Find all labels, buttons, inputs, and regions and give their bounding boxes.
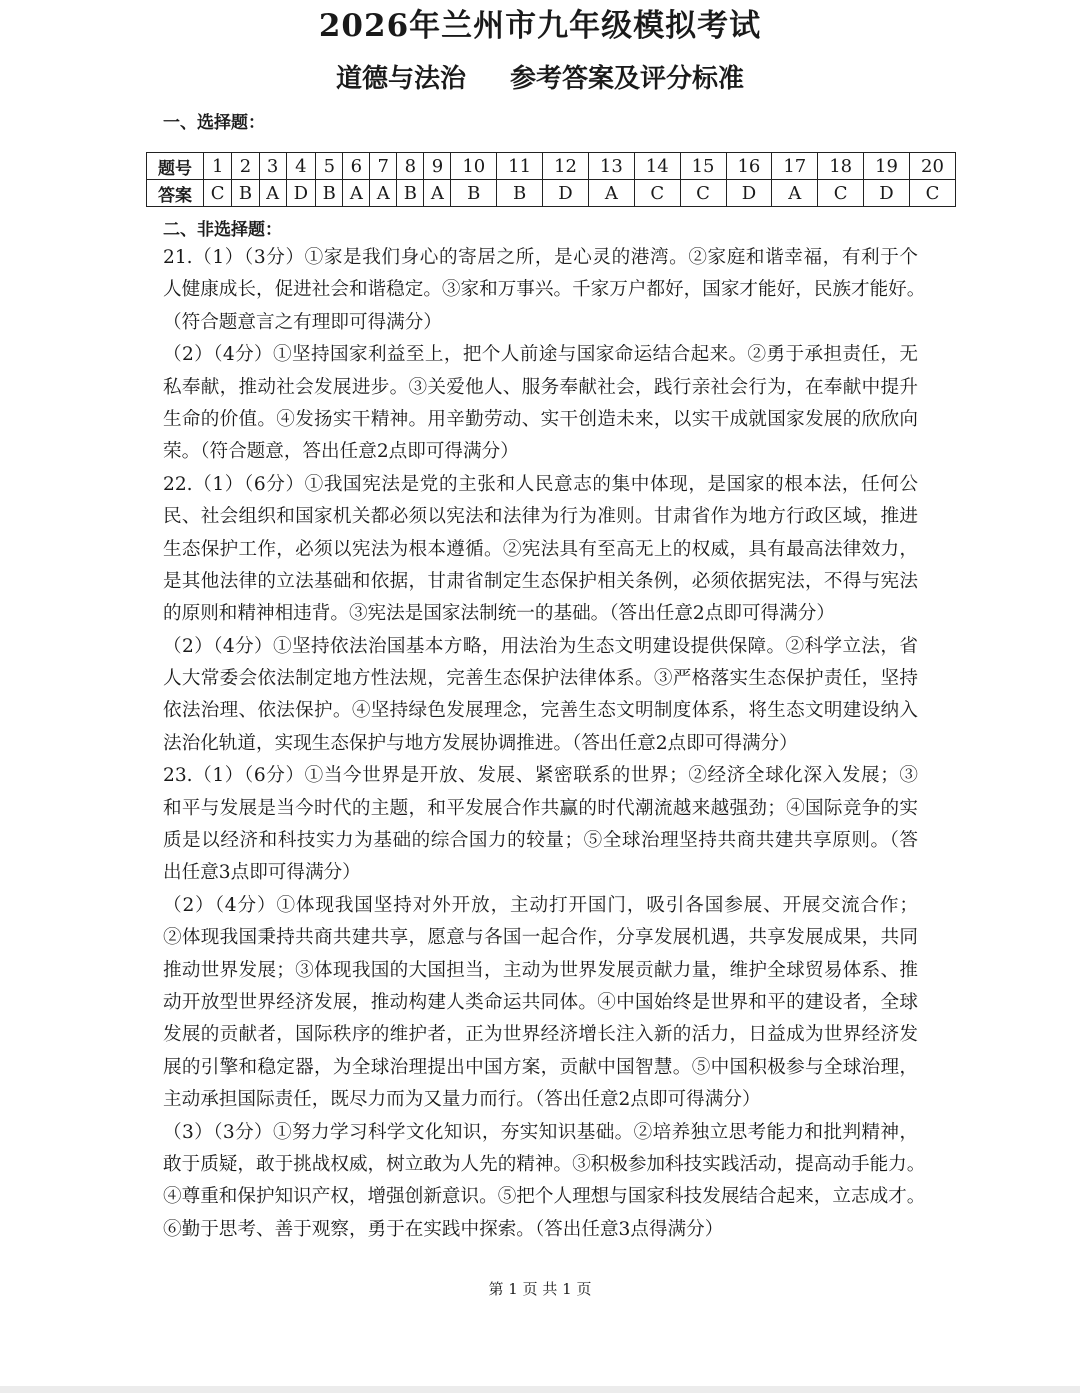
answer-line: （3）（3分）①努力学习科学文化知识，夯实知识基础。②培养独立思考能力和批判精神， [163, 1121, 918, 1143]
answer-line: 生命的价值。④发扬实干精神。用辛勤劳动、实干创造未来，以实干成就国家发展的欣欣向 [163, 408, 918, 430]
answer-cell: B [451, 180, 497, 207]
answer-line: 23.（1）（6分）①当今世界是开放、发展、紧密联系的世界；②经济全球化深入发展；③ [163, 765, 918, 787]
answer-line: 出任意3点即可得满分） [163, 862, 361, 884]
document-subtitle [0, 58, 1080, 95]
document-title: 2026年兰州市九年级模拟考试 [318, 8, 762, 44]
answer-row [147, 180, 956, 207]
answer-line: 的原则和精神相违背。③宪法是国家法制统一的基础。（答出任意2点即可得满分） [163, 603, 835, 625]
question-number-cell: 10 [451, 153, 497, 180]
question-number-cell: 15 [680, 153, 726, 180]
answer-line: （2）（4分）①坚持依法治国基本方略，用法治为生态文明建设提供保障。②科学立法，省 [163, 635, 918, 657]
question-number-cell: 17 [772, 153, 818, 180]
answer-line: 人健康成长，促进社会和谐稳定。③家和万事兴。千家万户都好，国家才能好，民族才能好。 [163, 279, 926, 301]
question-number-row [147, 153, 956, 180]
answer-line: 生态保护工作，必须以宪法为根本遵循。②宪法具有至高无上的权威，具有最高法律效力， [163, 538, 918, 560]
answer-line: 质是以经济和科技实力为基础的综合国力的较量；⑤全球治理坚持共商共建共享原则。（答 [163, 830, 918, 852]
answer-line: 敢于质疑，敢于挑战权威，树立敢为人先的精神。③积极参加科技实践活动，提高动手能力。 [163, 1153, 926, 1175]
answer-line: ④尊重和保护知识产权，增强创新意识。⑤把个人理想与国家科技发展结合起来，立志成才。 [163, 1186, 926, 1208]
answer-cell: D [286, 180, 316, 207]
question-number-cell: 14 [634, 153, 680, 180]
answer-line: 推动世界发展；③体现我国的大国担当，主动为世界发展贡献力量，维护全球贸易体系、推 [163, 959, 918, 981]
answer-line: （2）（4分）①坚持国家利益至上，把个人前途与国家命运结合起来。②勇于承担责任，无 [163, 344, 918, 366]
answer-line: 展的引擎和稳定器，为全球治理提出中国方案，贡献中国智慧。⑤中国积极参与全球治理， [163, 1056, 918, 1078]
answer-line: 动开放型世界经济发展，推动构建人类命运共同体。④中国始终是世界和平的建设者，全球 [163, 991, 918, 1013]
bottom-band [0, 1386, 1080, 1393]
question-number-cell: 19 [864, 153, 910, 180]
answer-line: 法治化轨道，实现生态保护与地方发展协调推进。（答出任意2点即可得满分） [163, 732, 798, 754]
answer-cell: C [204, 180, 232, 207]
question-number-cell: 20 [909, 153, 955, 180]
answer-cell: B [497, 180, 543, 207]
page-footer: 第 1 页 共 1 页 [488, 1280, 592, 1298]
answer-line: ②体现我国秉持共商共建共享，愿意与各国一起合作，分享发展机遇，共享发展成果，共同 [163, 927, 918, 949]
question-number-cell: 2 [232, 153, 259, 180]
question-number-cell: 3 [259, 153, 286, 180]
answer-line: 22.（1）（6分）①我国宪法是党的主张和人民意志的集中体现，是国家的根本法，任何公 [163, 473, 918, 495]
question-number-cell: 8 [397, 153, 424, 180]
answer-line: 依法治理、依法保护。④坚持绿色发展理念，完善生态文明制度体系，将生态文明建设纳入 [163, 700, 918, 722]
answer-cell: B [397, 180, 424, 207]
answer-line: （符合题意言之有理即可得满分） [163, 311, 442, 333]
question-number-cell: 7 [370, 153, 397, 180]
answer-cell: B [232, 180, 259, 207]
question-number-cell: 18 [818, 153, 864, 180]
answer-cell: C [680, 180, 726, 207]
question-number-cell: 9 [424, 153, 451, 180]
answer-cell: A [588, 180, 634, 207]
answer-line: 人大常委会依法制定地方性法规，完善生态保护法律体系。③严格落实生态保护责任，坚持 [163, 668, 918, 690]
question-number-cell: 16 [726, 153, 772, 180]
answer-cell: C [634, 180, 680, 207]
question-number-cell: 12 [543, 153, 589, 180]
answer-line: 荣。（符合题意，答出任意2点即可得满分） [163, 441, 519, 463]
section-heading-nonchoice: 二、非选择题： [163, 220, 282, 240]
answer-line: 民、社会组织和国家机关都必须以宪法和法律为行为准则。甘肃省作为地方行政区域，推进 [163, 506, 918, 528]
subject-name: 道德与法治 [335, 64, 466, 94]
answer-line: （2）（4分）①体现我国坚持对外开放，主动打开国门，吸引各国参展、开展交流合作； [163, 894, 918, 916]
section-heading-choice: 一、选择题： [163, 113, 265, 133]
answer-cell: B [316, 180, 343, 207]
answer-cell: C [818, 180, 864, 207]
question-number-cell: 11 [497, 153, 543, 180]
question-number-cell: 5 [316, 153, 343, 180]
row-label: 题号 [147, 153, 204, 180]
answer-line: 主动承担国际责任，既尽力而为又量力而行。（答出任意2点即可得满分） [163, 1089, 761, 1111]
row-label: 答案 [147, 180, 204, 207]
answer-line: 是其他法律的立法基础和依据，甘肃省制定生态保护相关条例，必须依据宪法，不得与宪法 [163, 570, 918, 592]
answer-line: 和平与发展是当今时代的主题，和平发展合作共赢的时代潮流越来越强劲；④国际竞争的实 [163, 797, 918, 819]
answer-cell: D [543, 180, 589, 207]
answer-cell: A [259, 180, 286, 207]
answer-cell: A [370, 180, 397, 207]
answer-line: 私奉献，推动社会发展进步。③关爱他人、服务奉献社会，践行亲社会行为，在奉献中提升 [163, 376, 918, 398]
answer-cell: A [772, 180, 818, 207]
answer-cell: D [864, 180, 910, 207]
answer-cell: D [726, 180, 772, 207]
answer-line: 21.（1）（3分）①家是我们身心的寄居之所，是心灵的港湾。②家庭和谐幸福，有利于个 [163, 247, 918, 268]
answer-cell: A [424, 180, 451, 207]
question-number-cell: 13 [588, 153, 634, 180]
answer-cell: C [909, 180, 955, 207]
answer-table [146, 152, 956, 207]
answer-line: 发展的贡献者，国际秩序的维护者，正为世界经济增长注入新的活力，日益成为世界经济发 [163, 1024, 918, 1046]
question-number-cell: 1 [204, 153, 232, 180]
answer-body [163, 242, 926, 1246]
answer-line: ⑥勤于思考、善于观察，勇于在实践中探索。（答出任意3点得满分） [163, 1218, 724, 1240]
document-type: 参考答案及评分标准 [510, 64, 745, 94]
question-number-cell: 6 [343, 153, 370, 180]
answer-cell: A [343, 180, 370, 207]
question-number-cell: 4 [286, 153, 316, 180]
